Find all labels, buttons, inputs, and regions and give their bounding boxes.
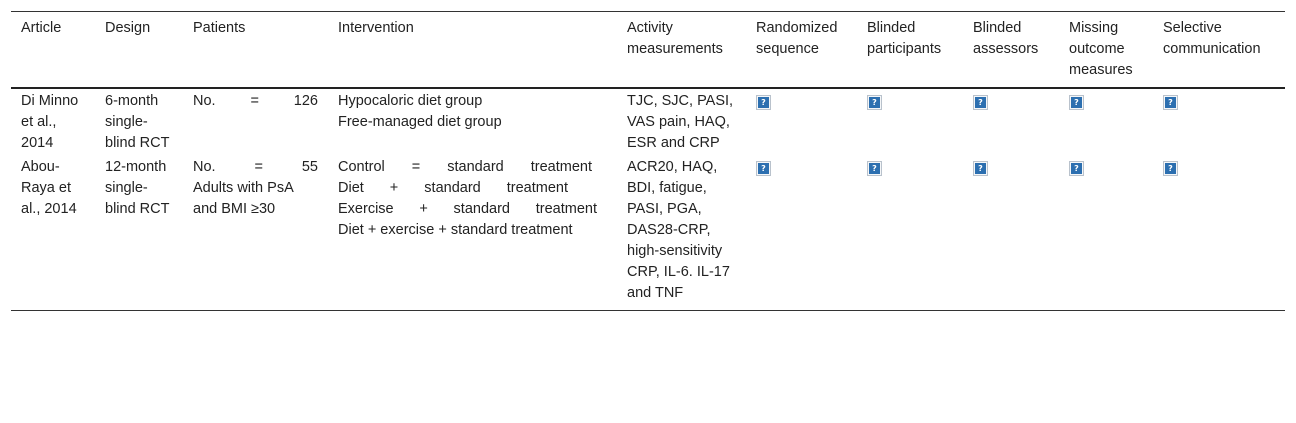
table-container	[11, 11, 1285, 311]
cell-intervention	[328, 155, 617, 311]
intervention-group: Diet + exercise + standard treatment	[338, 222, 573, 238]
column-header-blinded-participants: Blinded participants	[857, 12, 963, 89]
column-header-activity-measurements: Activity measurements	[617, 12, 746, 89]
intervention-group: Free-managed diet group	[338, 114, 502, 130]
cell-design: 12-month single-blind RCT	[95, 155, 183, 311]
cell-randomized-sequence	[746, 88, 857, 155]
broken-image-icon: ?	[1163, 161, 1178, 176]
cell-activity-measurements: TJC, SJC, PASI, VAS pain, HAQ, ESR and CRP	[627, 93, 734, 151]
cell-randomized-sequence	[746, 155, 857, 311]
broken-image-icon: ?	[1069, 161, 1084, 176]
cell-patients	[183, 88, 328, 155]
cell-selective-communication	[1153, 155, 1285, 311]
broken-image-icon: ?	[867, 95, 882, 110]
column-header-blinded-assessors: Blinded assessors	[963, 12, 1059, 89]
broken-image-icon: ?	[973, 161, 988, 176]
column-header-patients: Patients	[183, 12, 328, 89]
cell-missing-outcome-measures	[1059, 88, 1153, 155]
cell-patients	[183, 155, 328, 311]
cell-article: Di Minno et al., 2014	[21, 93, 79, 151]
cell-blinded-assessors	[963, 88, 1059, 155]
broken-image-icon: ?	[756, 95, 771, 110]
broken-image-icon: ?	[756, 161, 771, 176]
cell-article: Abou-Raya et al., 2014	[11, 155, 95, 311]
patients-count: No. = 126	[193, 93, 318, 109]
broken-image-icon: ?	[973, 95, 988, 110]
table-row	[11, 155, 1285, 311]
cell-blinded-assessors	[963, 155, 1059, 311]
intervention-group: Control = standard treatment	[338, 159, 592, 175]
patients-description: Adults with PsA and BMI ≥30	[193, 180, 293, 217]
column-header-article: Article	[11, 12, 95, 89]
table-row	[11, 88, 1285, 155]
column-header-design: Design	[95, 12, 183, 89]
cell-design: 6-month single-blind RCT	[105, 93, 170, 151]
risk-of-bias-table	[11, 11, 1285, 311]
patients-count: No. = 55	[193, 159, 318, 175]
cell-blinded-participants	[857, 155, 963, 311]
cell-blinded-participants	[857, 88, 963, 155]
column-header-randomized-sequence: Randomized sequence	[746, 12, 857, 89]
intervention-group: Hypocaloric diet group	[338, 93, 483, 109]
column-header-missing-outcome-measures: Missing outcome measures	[1059, 12, 1153, 89]
intervention-group: Exercise + standard treatment	[338, 201, 597, 217]
cell-selective-communication	[1153, 88, 1285, 155]
intervention-group: Diet + standard treatment	[338, 180, 568, 196]
cell-missing-outcome-measures	[1059, 155, 1153, 311]
column-header-intervention: Intervention	[328, 12, 617, 89]
broken-image-icon: ?	[1163, 95, 1178, 110]
header-row	[11, 12, 1285, 89]
cell-activity-measurements: ACR20, HAQ, BDI, fatigue, PASI, PGA, DAS28-CRP, high-sensitivity CRP, IL-6. IL-17 and TNF	[617, 155, 746, 311]
broken-image-icon: ?	[1069, 95, 1084, 110]
cell-intervention	[328, 88, 617, 155]
column-header-selective-communication: Selective communication	[1153, 12, 1285, 89]
broken-image-icon: ?	[867, 161, 882, 176]
